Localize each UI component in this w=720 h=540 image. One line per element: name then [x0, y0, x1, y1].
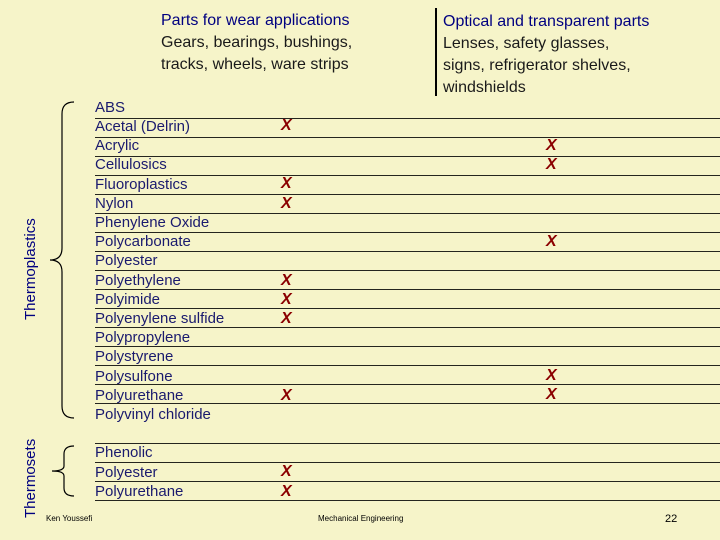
grid-line: [95, 443, 720, 444]
mark-wear-thermoset-polyurethane: X: [281, 483, 292, 500]
optical-header-line3: signs, refrigerator shelves,: [443, 57, 631, 74]
mark-optical-polysulfone: X: [546, 367, 557, 384]
material-acrylic: Acrylic: [95, 137, 140, 154]
mark-wear-polyethylene: X: [281, 272, 292, 289]
grid-line: [95, 156, 720, 157]
mark-optical-cellulosics: X: [546, 156, 557, 173]
mark-wear-fluoroplastics: X: [281, 175, 292, 192]
material-abs: ABS: [95, 99, 126, 116]
material-polyenylene-sulfide: Polyenylene sulfide: [95, 310, 225, 327]
mark-optical-acrylic: X: [546, 137, 557, 154]
grid-line: [95, 384, 720, 385]
optical-parts-header: [443, 11, 649, 99]
material-polyimide: Polyimide: [95, 291, 161, 308]
material-polyurethane: Polyurethane: [95, 387, 184, 404]
thermoplastics-brace: [46, 100, 76, 420]
material-polystyrene: Polystyrene: [95, 348, 174, 365]
wear-header-line3: tracks, wheels, ware strips: [161, 56, 349, 73]
wear-header-title: Parts for wear applications: [161, 12, 350, 29]
mark-wear-polyurethane: X: [281, 387, 292, 404]
thermoplastics-group-label: Thermoplastics: [22, 218, 39, 320]
material-cellulosics: Cellulosics: [95, 156, 167, 173]
mark-wear-nylon: X: [281, 195, 292, 212]
material-acetal: Acetal (Delrin): [95, 118, 191, 135]
mark-wear-polyenylene-sulfide: X: [281, 310, 292, 327]
mark-optical-polycarbonate: X: [546, 233, 557, 250]
material-polyethylene: Polyethylene: [95, 272, 181, 289]
thermosets-brace: [48, 444, 76, 498]
material-polyester: Polyester: [95, 252, 158, 269]
material-phenylene-oxide: Phenylene Oxide: [95, 214, 210, 231]
mark-wear-polyimide: X: [281, 291, 292, 308]
material-polycarbonate: Polycarbonate: [95, 233, 191, 250]
grid-line: [95, 481, 720, 482]
footer-author: Ken Youssefi: [46, 514, 93, 523]
grid-line: [95, 175, 720, 176]
grid-line: [95, 289, 720, 290]
thermosets-group-label: Thermosets: [22, 438, 39, 518]
wear-applications-header: [161, 10, 352, 76]
grid-line: [95, 500, 720, 501]
material-thermoset-polyurethane: Polyurethane: [95, 483, 184, 500]
mark-optical-polyurethane: X: [546, 386, 557, 403]
mark-wear-thermoset-polyester: X: [281, 463, 292, 480]
material-fluoroplastics: Fluoroplastics: [95, 176, 188, 193]
material-phenolic: Phenolic: [95, 444, 153, 461]
footer-course: Mechanical Engineering: [318, 514, 404, 523]
grid-line: [95, 137, 720, 138]
material-nylon: Nylon: [95, 195, 134, 212]
material-thermoset-polyester: Polyester: [95, 464, 158, 481]
material-polysulfone: Polysulfone: [95, 368, 173, 385]
material-polyvinyl-chloride: Polyvinyl chloride: [95, 406, 211, 423]
grid-line: [95, 251, 720, 252]
grid-line: [95, 462, 720, 463]
optical-header-line2: Lenses, safety glasses,: [443, 35, 610, 52]
wear-header-line2: Gears, bearings, bushings,: [161, 34, 353, 51]
header-divider: [435, 8, 437, 96]
optical-header-title: Optical and transparent parts: [443, 13, 650, 30]
mark-wear-acetal: X: [281, 117, 292, 134]
grid-line: [95, 270, 720, 271]
page-number: 22: [665, 513, 678, 525]
material-polypropylene: Polypropylene: [95, 329, 191, 346]
optical-header-line4: windshields: [443, 79, 526, 96]
grid-line: [95, 194, 720, 195]
grid-line: [95, 403, 720, 404]
grid-line: [95, 365, 720, 366]
